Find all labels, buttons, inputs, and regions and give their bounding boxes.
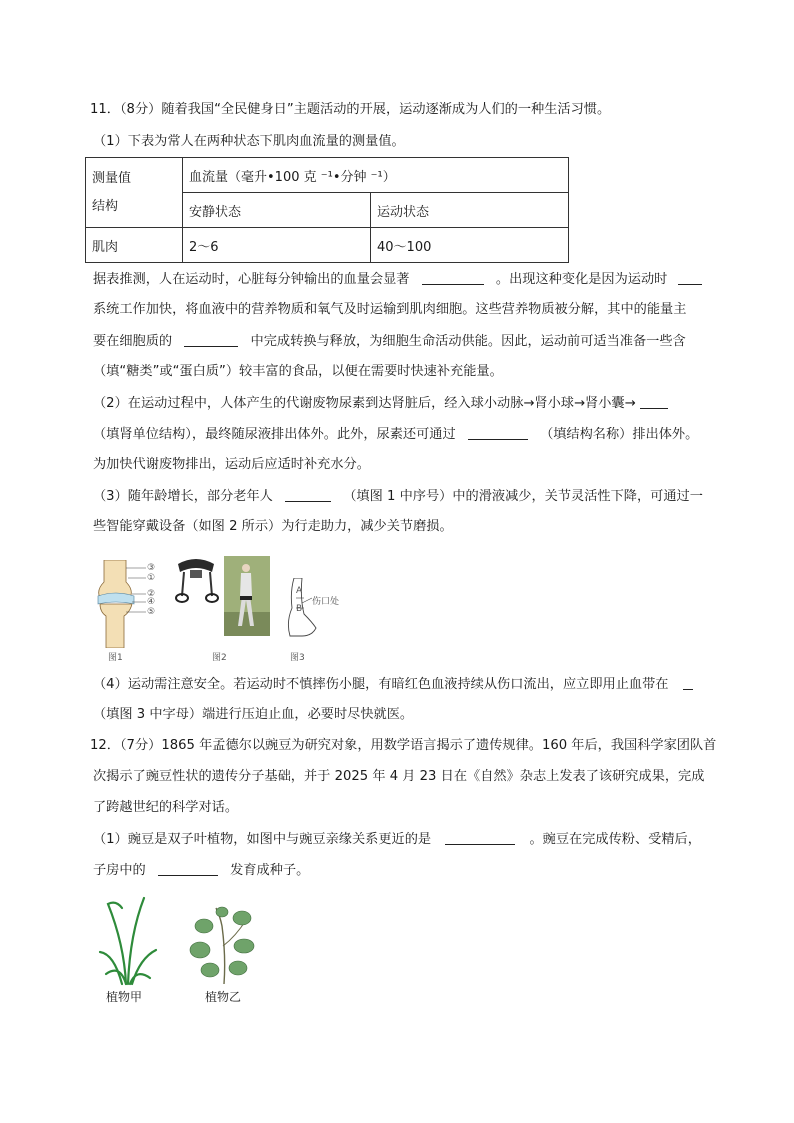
q12-part1-text-c: 子房中的	[93, 863, 146, 878]
q11-part2-text-c: （填结构名称）排出体外。	[540, 427, 699, 442]
fig1-label-1: ①	[147, 573, 156, 583]
blood-flow-table	[85, 157, 569, 263]
q11-part4-text-a: （4）运动需注意安全。若运动时不慎摔伤小腿，有暗红色血液持续从伤口流出，应立即用止血带在	[93, 677, 669, 692]
q11-part2-text-a: （2）在运动过程中，人体产生的代谢废物尿素到达肾脏后，经入球小动脉→肾小球→肾小囊→	[93, 396, 636, 411]
blank-excretion-structure[interactable]	[468, 425, 528, 440]
q11-part4-line1	[93, 675, 693, 694]
q12-part1-line1	[93, 830, 701, 849]
q12-part1-text-b: 。豌豆在完成传粉、受精后，	[529, 832, 701, 847]
q11-line3	[93, 332, 686, 351]
q11-part1-intro: （1）下表为常人在两种状态下肌肉血流量的测量值。	[93, 134, 405, 149]
fig3-wound-label: 伤口处	[312, 597, 340, 607]
leg-wound-figure	[282, 578, 338, 642]
plant-b-figure	[186, 906, 262, 984]
q11-part2-line3: 为加快代谢废物排出，运动后应适时补充水分。	[93, 457, 370, 472]
rest-value: 2～6	[183, 228, 371, 263]
fig3-label-b: B	[296, 604, 303, 614]
q11-header: 11．（8分）随着我国“全民健身日”主题活动的开展，运动逐渐成为人们的一种生活习惯。	[90, 102, 611, 117]
q11-line2: 系统工作加快，将血液中的营养物质和氧气及时运输到肌肉细胞。这些营养物质被分解，其中的能量主	[93, 302, 687, 317]
q12-header-line3: 了跨越世纪的科学对话。	[93, 800, 239, 815]
fig1-caption: 图1	[108, 653, 123, 663]
q11-part3-text-b: （填图 1 中序号）中的滑液减少，关节灵活性下降，可通过一	[343, 489, 703, 504]
plant-a-figure	[96, 894, 162, 986]
row-label-muscle: 肌肉	[86, 228, 183, 263]
rest-state-header: 安静状态	[183, 193, 371, 228]
blank-closer-relative[interactable]	[445, 830, 515, 845]
q12-header-line2: 次揭示了豌豆性状的遗传分子基础，并于 2025 年 4 月 23 日在《自然》杂志上发表了该研究成果，完成	[93, 769, 705, 784]
exercise-state-header: 运动状态	[371, 193, 569, 228]
fig1-label-2: ②	[147, 589, 156, 599]
q11-part3-text-a: （3）随年龄增长，部分老年人	[93, 489, 273, 504]
wearable-device-figure	[172, 556, 272, 636]
q11-line3-text-b: 中完成转换与释放，为细胞生命活动供能。因此，运动前可适当准备一些含	[250, 334, 686, 349]
q11-part3-line1	[93, 487, 703, 506]
fig1-label-3: ③	[147, 563, 156, 573]
q11-line4: （填“糖类”或“蛋白质”）较丰富的食品，以便在需要时快速补充能量。	[93, 364, 503, 379]
q11-part2-line2	[93, 425, 698, 444]
corner-measure-label: 测量值	[92, 170, 132, 186]
fig3-label-a: A	[296, 586, 303, 596]
q12-part1-text-d: 发育成种子。	[230, 863, 310, 878]
q11-line1-text-b: 。出现这种变化是因为运动时	[495, 272, 668, 287]
blank-nephron-structure[interactable]	[640, 394, 668, 409]
q11-part2-text-b: （填肾单位结构），最终随尿液排出体外。此外，尿素还可通过	[93, 427, 456, 442]
q12-header-line1: 12．（7分）1865 年孟德尔以豌豆为研究对象，用数学语言揭示了遗传规律。160 年后，我国科学家团队首	[90, 738, 717, 753]
q11-line1	[93, 270, 702, 289]
fig3-caption: 图3	[290, 653, 305, 663]
blank-tourniquet-end[interactable]	[683, 675, 693, 690]
fig1-label-5: ⑤	[147, 607, 156, 617]
blood-flow-header: 血流量（毫升•100 克 ⁻¹•分钟 ⁻¹）	[183, 158, 569, 193]
exercise-value: 40～100	[371, 228, 569, 263]
blank-system[interactable]	[678, 270, 702, 285]
table-corner-header	[86, 158, 183, 228]
q11-part4-line2: （填图 3 中字母）端进行压迫止血，必要时尽快就医。	[93, 707, 414, 722]
knee-joint-figure	[96, 560, 166, 648]
blank-cell-structure[interactable]	[184, 332, 238, 347]
fig1-label-4: ④	[147, 597, 156, 607]
plant-a-label: 植物甲	[106, 990, 143, 1004]
q11-line3-text-a: 要在细胞质的	[93, 334, 173, 349]
plant-b-label: 植物乙	[205, 990, 242, 1004]
q11-part3-line2: 些智能穿戴设备（如图 2 所示）为行走助力，减少关节磨损。	[93, 519, 453, 534]
q12-part1-line2	[93, 861, 309, 880]
blank-joint-number[interactable]	[285, 487, 331, 502]
fig2-caption: 图2	[212, 653, 227, 663]
blank-seed-origin[interactable]	[158, 861, 218, 876]
q11-part2-line1	[93, 394, 668, 413]
q12-part1-text-a: （1）豌豆是双子叶植物，如图中与豌豆亲缘关系更近的是	[93, 832, 432, 847]
corner-structure-label: 结构	[92, 198, 119, 214]
q11-line1-text-a: 据表推测，人在运动时，心脏每分钟输出的血量会显著	[93, 272, 410, 287]
blank-heart-output[interactable]	[422, 270, 484, 285]
